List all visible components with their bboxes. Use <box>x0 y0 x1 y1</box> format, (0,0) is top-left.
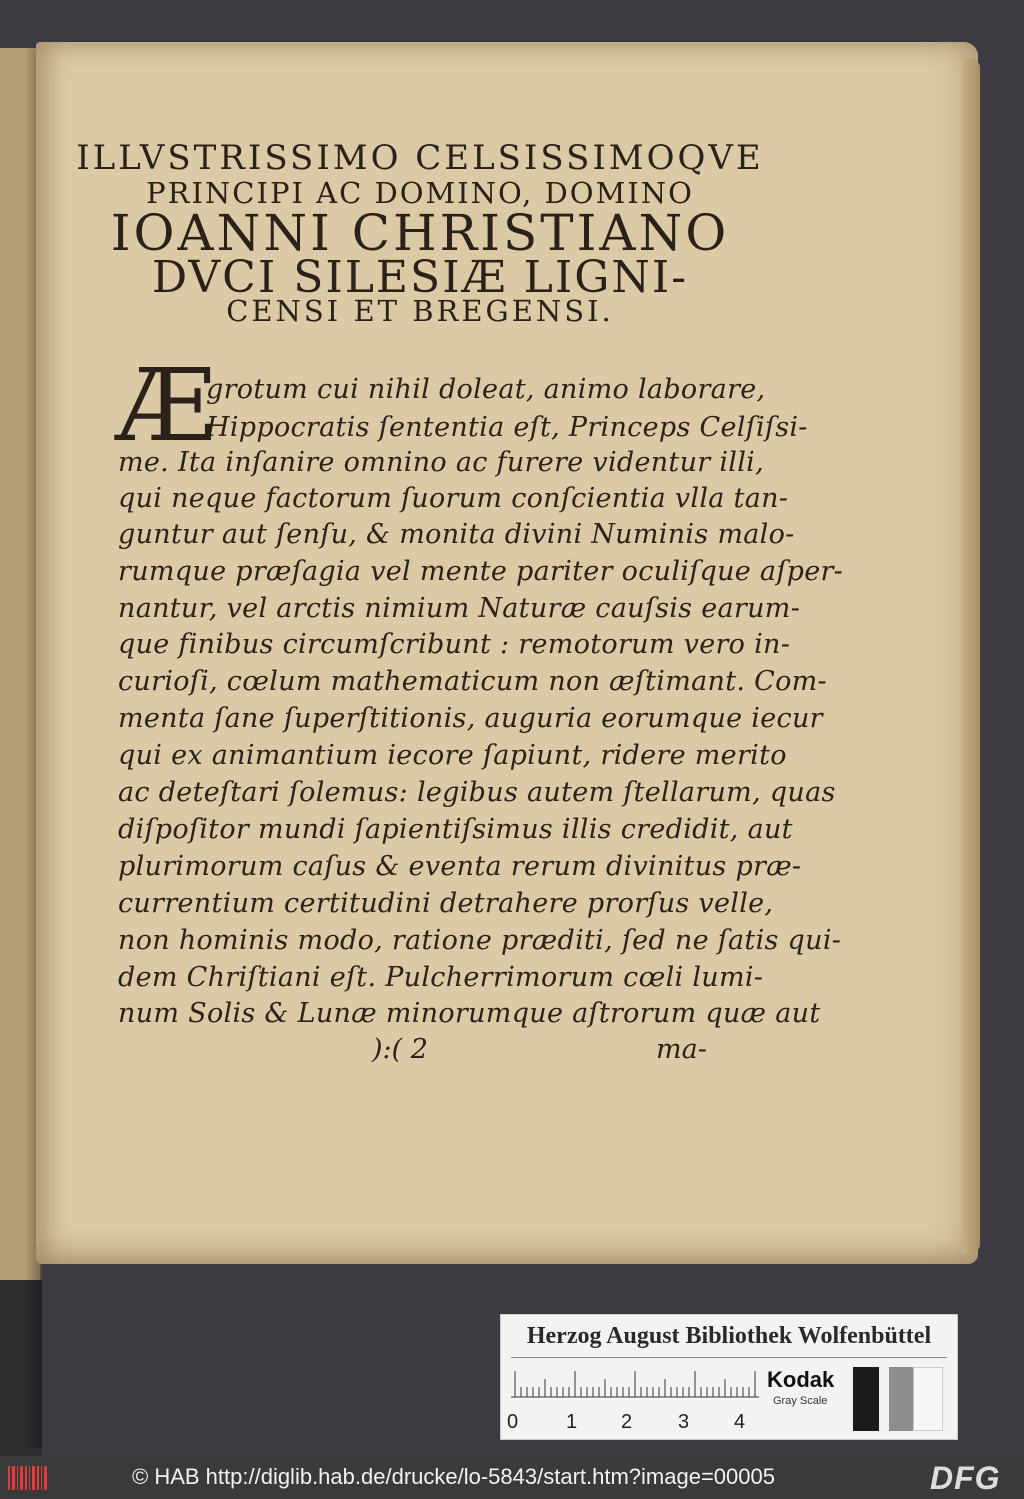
body-line: plurimorum caſus & eventa rerum divinitus præ- <box>118 851 802 882</box>
body-line: ac deteſtari ſolemus: legibus autem ſtellarum, quas <box>118 777 836 808</box>
heading-line-5: CENSI ET BREGENSI. <box>226 294 614 328</box>
library-color-chart <box>500 1314 958 1440</box>
body-line: qui ex animantium iecore ſapiunt, ridere merito <box>118 740 787 771</box>
body-line: curioſi, cœlum mathematicum non æſtimant. Com- <box>118 666 827 697</box>
body-line: rumque præſagia vel mente pariter oculiſque aſper- <box>118 556 844 587</box>
signature-mark: ):( 2 <box>372 1034 428 1065</box>
catchword: ma- <box>656 1034 707 1065</box>
footer-bar <box>0 1456 1024 1499</box>
ruler-label: 0 <box>507 1411 519 1433</box>
body-line: me. Ita inſanire omnino ac furere videntur illi, <box>118 447 764 478</box>
ruler-label: 4 <box>734 1411 746 1433</box>
body-line: menta ſane ſuperſtitionis, auguria eorumque iecur <box>118 703 823 734</box>
body-line: dem Chriſtiani eſt. Pulcherrimorum cœli lumi- <box>118 962 764 993</box>
kodak-brand: Kodak <box>767 1367 835 1392</box>
gray-scale-label: Gray Scale <box>773 1395 828 1407</box>
copyright-url[interactable]: © HAB http://diglib.hab.de/drucke/lo-5843/start.htm?image=00005 <box>132 1464 775 1489</box>
body-line: non hominis modo, ratione præditi, ſed ne ſatis qui- <box>118 925 842 956</box>
heading-line-2: PRINCIPI AC DOMINO, DOMINO <box>146 176 694 210</box>
body-line: grotum cui nihil doleat, animo laborare, <box>206 374 766 405</box>
body-line: num Solis & Lunæ minorumque aſtrorum quæ aut <box>118 998 821 1029</box>
ruler-label: 2 <box>621 1411 633 1433</box>
white-gap <box>879 1367 889 1431</box>
body-line: guntur aut ſenſu, & monita divini Numinis malo- <box>118 519 795 550</box>
body-line: que finibus circumſcribunt : remotorum vero in- <box>118 629 791 660</box>
body-line: currentium certitudini detrahere prorſus velle, <box>118 888 774 919</box>
ruler-label: 3 <box>678 1411 690 1433</box>
gray-swatch <box>889 1367 913 1431</box>
heading-line-4: DVCI SILESIÆ LIGNI- <box>151 252 689 303</box>
ruler-label: 1 <box>566 1411 578 1433</box>
heading-line-3: IOANNI CHRISTIANO <box>110 204 730 262</box>
page-fore-edge <box>962 58 980 1254</box>
body-line: diſpoſitor mundi ſapientiſsimus illis credidit, aut <box>118 814 793 845</box>
library-name: Herzog August Bibliothek Wolfenbüttel <box>526 1323 932 1349</box>
dfg-logo: DFG <box>930 1460 1001 1496</box>
divider <box>511 1357 947 1358</box>
drop-capital: Æ <box>116 347 217 464</box>
body-line: nantur, vel arctis nimium Naturæ cauſsis earum- <box>118 593 801 624</box>
hab-barcode-logo-icon <box>8 1464 48 1492</box>
heading-line-1: ILLVSTRISSIMO CELSISSIMOQVE <box>76 138 764 178</box>
body-line: qui neque factorum ſuorum conſcientia vlla tan- <box>118 483 789 514</box>
black-swatch <box>853 1367 879 1431</box>
measurement-ruler <box>511 1367 759 1407</box>
white-swatch <box>913 1367 943 1431</box>
body-line: Hippocratis ſententia eſt, Princeps Celſiſsi- <box>206 412 808 443</box>
